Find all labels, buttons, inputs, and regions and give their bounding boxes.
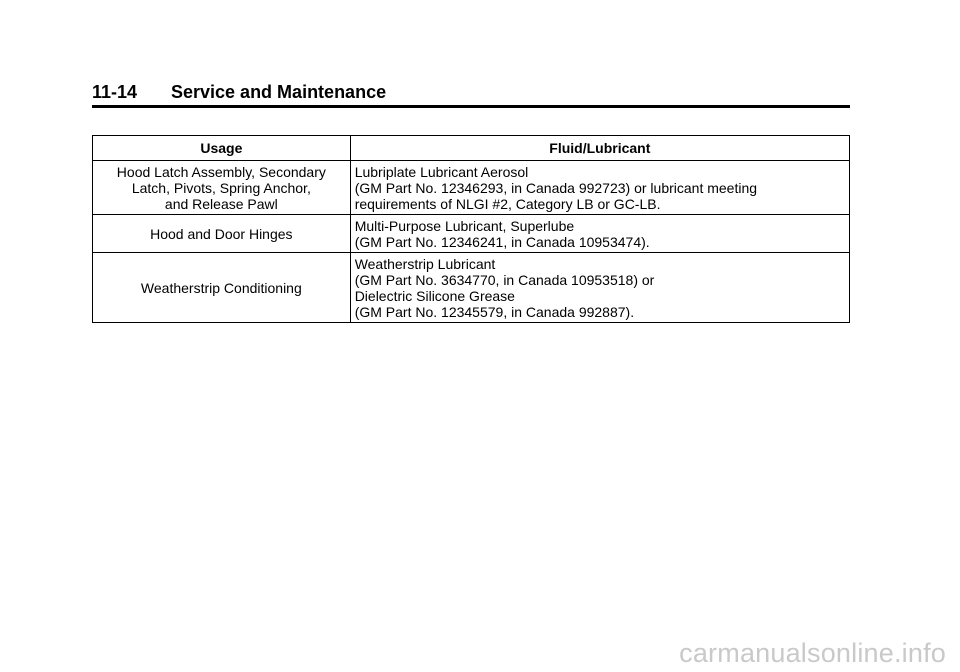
usage-text-line: Hood and Door Hinges	[150, 226, 293, 242]
fluid-cell	[350, 253, 849, 323]
fluid-text-line: Dielectric Silicone Grease	[354, 288, 515, 304]
fluid-text-line: requirements of NLGI #2, Category LB or GC-LB.	[354, 196, 661, 212]
usage-text-line: Latch, Pivots, Spring Anchor,	[131, 180, 311, 196]
fluid-text-line: (GM Part No. 3634770, in Canada 10953518) or	[354, 272, 655, 288]
fluid-cell	[350, 161, 849, 215]
table-row	[93, 253, 850, 323]
page-header	[92, 81, 850, 108]
usage-text-line: Weatherstrip Conditioning	[140, 280, 302, 296]
fluid-text-line: Multi-Purpose Lubricant, Superlube	[354, 218, 575, 234]
watermark: carmanualsonline.info	[679, 638, 946, 668]
table-row	[93, 161, 850, 215]
table-row	[93, 215, 850, 253]
fluid-lubricant-table	[92, 135, 850, 323]
table-header-row	[93, 136, 850, 161]
usage-cell	[93, 253, 351, 323]
section-title: Service and Maintenance	[171, 82, 387, 102]
fluid-text-line: (GM Part No. 12346293, in Canada 992723) or lubricant meeting	[354, 180, 758, 196]
column-header-usage: Usage	[93, 136, 351, 161]
column-header-fluid-lubricant: Fluid/Lubricant	[350, 136, 849, 161]
fluid-text-line: Weatherstrip Lubricant	[354, 256, 496, 272]
usage-text-line: and Release Pawl	[164, 196, 278, 212]
usage-text-line: Hood Latch Assembly, Secondary	[116, 164, 326, 180]
usage-cell	[93, 215, 351, 253]
usage-cell	[93, 161, 351, 215]
page-number: 11-14	[92, 82, 138, 102]
fluid-text-line: (GM Part No. 12345579, in Canada 992887).	[354, 304, 635, 320]
fluid-text-line: Lubriplate Lubricant Aerosol	[354, 164, 529, 180]
fluid-text-line: (GM Part No. 12346241, in Canada 10953474).	[354, 234, 650, 250]
fluid-cell	[350, 215, 849, 253]
